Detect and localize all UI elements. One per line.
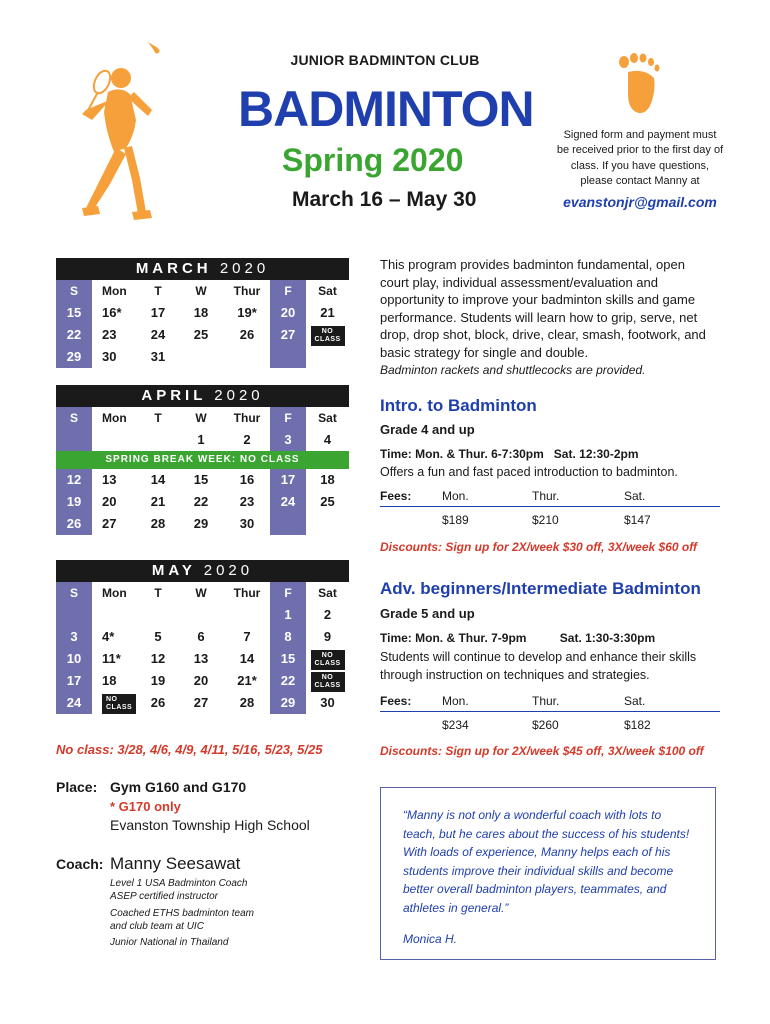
calendar-day: 20 xyxy=(193,673,209,688)
calendar-may xyxy=(56,560,349,714)
calendar-day-header: S xyxy=(56,280,92,302)
calendar-day: 30 xyxy=(239,516,255,531)
place-line-3: Evanston Township High School xyxy=(110,817,310,833)
calendar-day: 18 xyxy=(320,472,335,487)
calendar-month-header xyxy=(56,385,349,407)
calendar-day: 10 xyxy=(56,648,92,670)
calendar-day: 26 xyxy=(150,695,166,710)
calendar-day-header: W xyxy=(195,586,207,600)
coach-credential-1: Level 1 USA Badminton Coach xyxy=(110,878,248,889)
calendar-day: 8 xyxy=(270,626,306,648)
calendar-day xyxy=(56,429,92,451)
calendar-day: 9 xyxy=(323,629,332,644)
calendar-day: 21* xyxy=(237,673,257,688)
calendar-grid xyxy=(56,407,349,535)
course-2-description: Students will continue to develop and enhance their skills through instruction on techniques and strategies. xyxy=(380,650,697,682)
course-2-discount: Discounts: Sign up for 2X/week $45 off, 3X/week $100 off xyxy=(380,744,704,758)
fee-day-sat: Sat. xyxy=(624,489,646,503)
calendar-grid xyxy=(56,280,349,368)
registration-notice: Signed form and payment must be received prior to the first day of class. If you have questions, please contact Manny at xyxy=(556,129,724,188)
calendar-day: 15 xyxy=(270,648,306,670)
calendar-day xyxy=(224,346,270,368)
calendar-day-header: T xyxy=(154,411,162,425)
fee-price-mon: $189 xyxy=(442,513,469,527)
course-1-grade: Grade 4 and up xyxy=(380,422,475,437)
calendar-day: 31 xyxy=(150,349,166,364)
calendar-day: 24 xyxy=(270,491,306,513)
season-title: Spring 2020 xyxy=(282,142,464,178)
course-1-fees xyxy=(380,489,720,527)
calendar-day xyxy=(138,604,178,626)
calendar-day: 28 xyxy=(239,695,255,710)
calendar-day: 25 xyxy=(193,327,209,342)
fee-price-thur: $260 xyxy=(532,718,559,732)
calendar-day-header: W xyxy=(195,284,207,298)
calendar-day: 23 xyxy=(239,494,255,509)
page-title: BADMINTON xyxy=(238,81,534,137)
calendar-day: 30 xyxy=(102,349,117,364)
calendar-day-header: F xyxy=(270,280,306,302)
calendar-day: 6 xyxy=(197,629,205,644)
course-1-description: Offers a fun and fast paced introduction to badminton. xyxy=(380,465,678,479)
calendar-day xyxy=(178,604,224,626)
calendar-day-header: F xyxy=(270,582,306,604)
calendar-day xyxy=(56,604,92,626)
calendar-day: 19* xyxy=(237,305,257,320)
fee-day-sat: Sat. xyxy=(624,694,646,708)
testimonial-box xyxy=(380,787,716,960)
testimonial-author: Monica H. xyxy=(403,931,458,946)
course-1-time: Time: Mon. & Thur. 6-7:30pm Sat. 12:30-2pm xyxy=(380,447,639,461)
calendar-day xyxy=(92,429,138,451)
season-dates: March 16 – May 30 xyxy=(292,188,477,211)
calendar-day: 26 xyxy=(56,513,92,535)
calendar-year: 2020 xyxy=(219,260,270,277)
calendar-day: 4 xyxy=(323,432,332,447)
calendar-day-header: Sat xyxy=(318,411,337,425)
fee-day-thur: Thur. xyxy=(532,489,560,503)
calendar-day-header: Mon xyxy=(102,284,127,298)
calendar-no-class-cell xyxy=(92,692,138,714)
contact-email-link[interactable]: evanstonjr@gmail.com xyxy=(563,194,717,210)
calendar-day-header: Sat xyxy=(318,284,337,298)
calendar-day: 15 xyxy=(56,302,92,324)
calendar-day: 24 xyxy=(150,327,166,342)
course-2-time: Time: Mon. & Thur. 7-9pm Sat. 1:30-3:30pm xyxy=(380,631,656,645)
calendar-day-header: W xyxy=(195,411,207,425)
calendar-day-header: F xyxy=(270,407,306,429)
calendar-grid xyxy=(56,582,349,714)
calendar-day: 24 xyxy=(56,692,92,714)
calendar-day: 3 xyxy=(56,626,92,648)
program-description: This program provides badminton fundamental, open court play, individual assessment/evaluation and opportunity to improve your badminton skills and game performance. Students will learn how to grip, serve, net drop, drop shot, block, drive, clear, smash, footwork, and basic strategy for single and double. xyxy=(380,257,706,360)
no-class-badge: NO CLASS xyxy=(102,694,136,714)
calendar-day: 17 xyxy=(270,469,306,491)
calendar-month: MARCH xyxy=(135,260,212,277)
calendar-day: 27 xyxy=(102,516,117,531)
fees-label: Fees: xyxy=(380,694,412,708)
calendar-month: APRIL xyxy=(141,387,207,404)
calendar-day: 29 xyxy=(270,692,306,714)
calendar-day: 12 xyxy=(56,469,92,491)
calendar-day: 21 xyxy=(320,305,335,320)
calendar-day: 20 xyxy=(102,494,117,509)
calendar-day: 3 xyxy=(270,429,306,451)
calendar-month-header xyxy=(56,560,349,582)
coach-credential-2: ASEP certified instructor xyxy=(110,891,219,902)
calendar-no-class-cell xyxy=(306,324,349,346)
fee-day-mon: Mon. xyxy=(442,489,469,503)
calendar-march xyxy=(56,258,349,368)
calendar-day: 2 xyxy=(323,607,332,622)
calendar-day: 23 xyxy=(102,327,117,342)
no-class-badge: NO CLASS xyxy=(311,326,345,346)
no-class-badge: NO CLASS xyxy=(311,650,345,670)
course-2-fees xyxy=(380,694,720,732)
calendar-day: 27 xyxy=(270,324,306,346)
calendar-day-header: T xyxy=(154,586,162,600)
calendar-no-class-cell xyxy=(306,648,349,670)
calendar-day: 26 xyxy=(239,327,255,342)
calendar-day-header: Mon xyxy=(102,411,127,425)
calendar-day: 1 xyxy=(270,604,306,626)
calendar-day: 12 xyxy=(150,651,166,666)
calendar-day-header: Thur xyxy=(233,411,261,425)
coach-credential-4: Junior National in Thailand xyxy=(110,937,229,948)
calendar-day: 14 xyxy=(150,472,166,487)
calendar-no-class-cell xyxy=(306,670,349,692)
calendar-day: 11* xyxy=(102,651,121,666)
no-class-dates: No class: 3/28, 4/6, 4/9, 4/11, 5/16, 5/23, 5/25 xyxy=(56,742,323,757)
calendar-day: 18 xyxy=(102,673,117,688)
calendar-day-header: Thur xyxy=(233,284,261,298)
course-2-grade: Grade 5 and up xyxy=(380,606,475,621)
no-class-badge: NO CLASS xyxy=(311,672,345,692)
calendar-april xyxy=(56,385,349,535)
calendar-day: 13 xyxy=(193,651,209,666)
calendar-day: 20 xyxy=(270,302,306,324)
calendar-day: 30 xyxy=(320,695,335,710)
calendar-day: 27 xyxy=(193,695,209,710)
place-line-2: * G170 only xyxy=(110,799,181,814)
calendar-day: 15 xyxy=(193,472,209,487)
calendar-day: 25 xyxy=(320,494,335,509)
coach-name: Manny Seesawat xyxy=(110,854,241,873)
calendar-year: 2020 xyxy=(214,387,264,404)
calendar-day: 28 xyxy=(150,516,166,531)
calendar-day: 29 xyxy=(193,516,209,531)
calendar-day: 5 xyxy=(154,629,162,644)
calendar-day xyxy=(224,604,270,626)
calendar-day: 22 xyxy=(270,670,306,692)
calendar-day xyxy=(138,429,178,451)
spring-break-banner: SPRING BREAK WEEK: NO CLASS xyxy=(56,451,349,469)
fee-price-thur: $210 xyxy=(532,513,559,527)
course-2-title: Adv. beginners/Intermediate Badminton xyxy=(380,579,701,598)
calendar-day: 29 xyxy=(56,346,92,368)
equipment-note: Badminton rackets and shuttlecocks are provided. xyxy=(380,363,646,377)
coach-credential-3: Coached ETHS badminton team and club team at UIC xyxy=(110,908,254,932)
calendar-day: 2 xyxy=(243,432,251,447)
calendar-day-header: S xyxy=(56,407,92,429)
calendar-day-header: Thur xyxy=(233,586,261,600)
testimonial-text: “Manny is not only a wonderful coach with lots to teach, but he cares about the success of his students! With loads of experience, Manny helps each of his students improve their individual skills and become better overall badminton players, teammates, and athletes in general.” xyxy=(403,808,690,915)
badminton-player-icon xyxy=(70,40,180,230)
calendar-day: 7 xyxy=(243,629,251,644)
calendar-day: 16 xyxy=(239,472,255,487)
calendar-day: 16* xyxy=(102,305,122,320)
calendar-day xyxy=(270,346,306,368)
calendar-month: MAY xyxy=(151,562,196,579)
calendar-day xyxy=(306,346,349,368)
course-1-title: Intro. to Badminton xyxy=(380,396,537,415)
calendar-day: 22 xyxy=(56,324,92,346)
place-label: Place: xyxy=(56,779,98,795)
calendar-day-header: S xyxy=(56,582,92,604)
calendar-day-header: Mon xyxy=(102,586,127,600)
calendar-day: 13 xyxy=(102,472,117,487)
coach-label: Coach: xyxy=(56,856,104,872)
calendar-day: 17 xyxy=(56,670,92,692)
place-line-1: Gym G160 and G170 xyxy=(110,779,247,795)
calendar-month-header xyxy=(56,258,349,280)
fee-price-mon: $234 xyxy=(442,718,469,732)
calendar-day: 21 xyxy=(150,494,166,509)
course-1-discount: Discounts: Sign up for 2X/week $30 off, 3X/week $60 off xyxy=(380,540,697,554)
club-name: JUNIOR BADMINTON CLUB xyxy=(290,52,480,68)
calendar-day: 17 xyxy=(150,305,166,320)
calendar-day-header: Sat xyxy=(318,586,337,600)
calendar-day: 1 xyxy=(197,432,205,447)
calendar-day: 14 xyxy=(239,651,255,666)
calendar-day: 4* xyxy=(102,629,115,644)
calendar-day: 18 xyxy=(193,305,209,320)
fee-day-mon: Mon. xyxy=(442,694,469,708)
calendar-day: 19 xyxy=(150,673,166,688)
calendar-day: 22 xyxy=(193,494,209,509)
calendar-day: 19 xyxy=(56,491,92,513)
fee-day-thur: Thur. xyxy=(532,694,560,708)
calendar-day xyxy=(270,513,306,535)
fee-price-sat: $147 xyxy=(624,513,651,527)
calendar-day xyxy=(306,513,349,535)
calendar-day-header: T xyxy=(154,284,162,298)
calendar-day xyxy=(178,346,224,368)
calendar-year: 2020 xyxy=(203,562,254,579)
fee-price-sat: $182 xyxy=(624,718,651,732)
calendar-day xyxy=(92,604,138,626)
fees-label: Fees: xyxy=(380,489,412,503)
